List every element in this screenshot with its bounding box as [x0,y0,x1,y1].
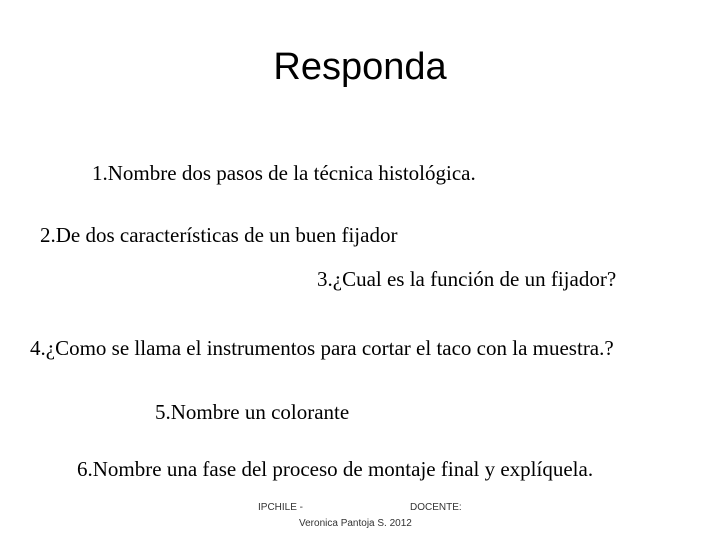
slide-title: Responda [273,46,447,88]
question-5: 5.Nombre un colorante [155,400,350,424]
question-4: 4.¿Como se llama el instrumentos para cortar el taco con la muestra.? [30,336,614,360]
question-2: 2.De dos características de un buen fijador [40,223,398,247]
footer-institution: IPCHILE - [258,502,304,513]
question-1: 1.Nombre dos pasos de la técnica histológica. [92,161,476,185]
question-6: 6.Nombre una fase del proceso de montaje final y explíquela. [77,457,594,481]
question-3: 3.¿Cual es la función de un fijador? [317,267,617,291]
footer-docente-label: DOCENTE: [410,502,462,513]
footer-author: Veronica Pantoja S. 2012 [299,518,412,529]
